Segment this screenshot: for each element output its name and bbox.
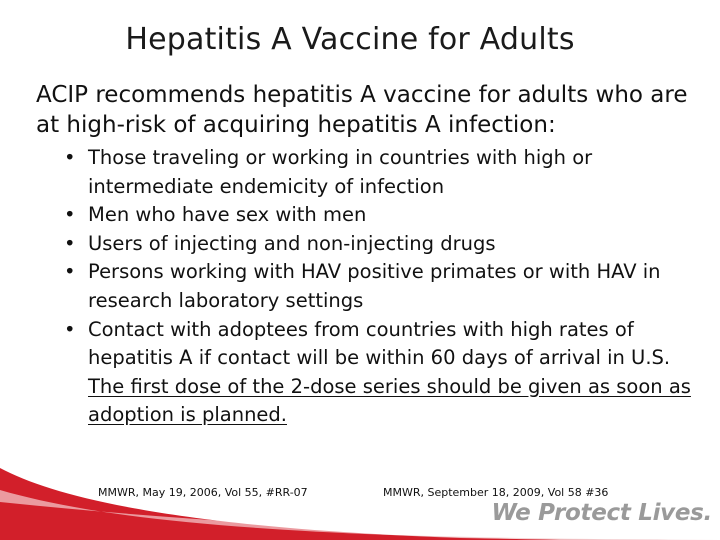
citation-left: MMWR, May 19, 2006, Vol 55, #RR-07 xyxy=(98,486,308,499)
bullet-text: Those traveling or working in countries with high or intermediate endemicity of infection xyxy=(88,146,593,198)
bullet-dot: • xyxy=(64,317,76,341)
bullet-emphasis-text: The first dose of the 2-dose series should be given as soon as adoption is planned. xyxy=(88,374,691,427)
bullet-item xyxy=(64,316,704,430)
bullet-dot: • xyxy=(64,260,76,284)
bullet-text: Users of injecting and non-injecting drugs xyxy=(88,231,496,255)
citation-right: MMWR, September 18, 2009, Vol 58 #36 xyxy=(383,486,609,499)
bullet-text: Persons working with HAV positive primates or with HAV in research laboratory settings xyxy=(88,260,661,312)
bullet-item xyxy=(64,144,704,201)
footer-tagline: We Protect Lives. xyxy=(491,500,712,526)
slide-title: Hepatitis A Vaccine for Adults xyxy=(125,22,575,57)
bullet-dot: • xyxy=(64,231,76,255)
bullet-dot: • xyxy=(64,203,76,227)
bullet-dot: • xyxy=(64,146,76,169)
bullet-item xyxy=(64,258,704,315)
bullet-item xyxy=(64,230,704,259)
bullet-text: Contact with adoptees from countries with high rates of hepatitis A if contact will be within 60 days of arrival in U.S. xyxy=(88,317,671,370)
intro-text: ACIP recommends hepatitis A vaccine for adults who are at high-risk of acquiring hepatitis A infection: xyxy=(36,82,688,138)
bullet-text: Men who have sex with men xyxy=(88,203,367,227)
bullet-item xyxy=(64,201,704,230)
bullet-list xyxy=(64,144,704,430)
